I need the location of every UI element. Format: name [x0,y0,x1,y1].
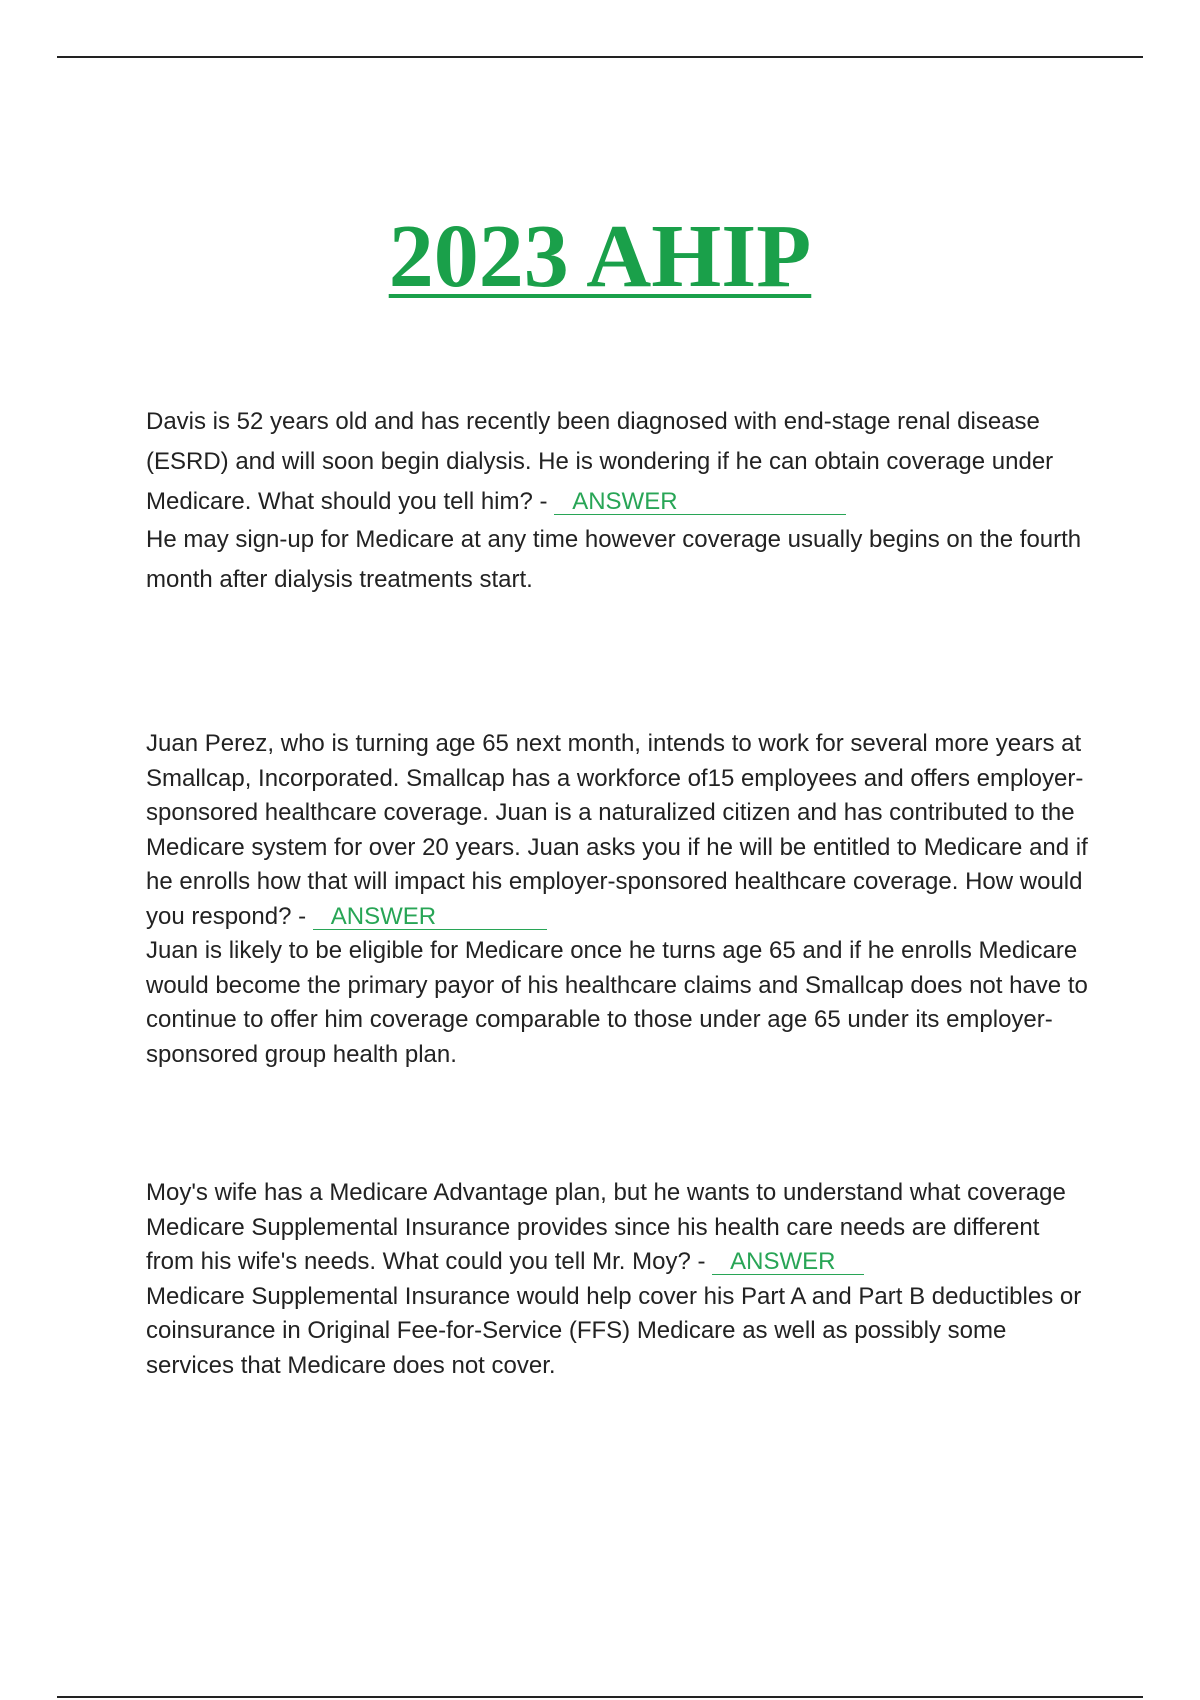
question-1 [146,402,1088,600]
question-1-text: Davis is 52 years old and has recently been diagnosed with end-stage renal disease (ESRD) and will soon begin dialysis. He is wondering if he can obtain coverage under Medicare. What should you tell him? - [146,408,1054,515]
answer-2-text: Juan is likely to be eligible for Medicare once he turns age 65 and if he enrolls Medicare would become the primary payor of his healthcare claims and Smallcap does not have to continue to offer him coverage comparable to those under age 65 under its employer-sponsored group health plan. [146,937,1088,1068]
question-block-1 [146,402,1088,600]
question-3 [146,1176,1088,1383]
question-block-3 [146,1176,1088,1383]
answer-1-text: He may sign-up for Medicare at any time however coverage usually begins on the fourth month after dialysis treatments start. [146,526,1082,593]
answer-3-text: Medicare Supplemental Insurance would help cover his Part A and Part B deductibles or coinsurance in Original Fee-for-Service (FFS) Medicare as well as possibly some services that Medicare does not cover. [146,1282,1082,1379]
question-block-2 [146,727,1088,1072]
header-rule [57,56,1143,58]
answer-label-2: ANSWER [313,904,547,930]
answer-label-1: ANSWER [554,489,846,515]
document-title [0,207,1200,306]
answer-label-3: ANSWER [712,1249,864,1275]
footer-rule [57,1696,1143,1698]
question-2 [146,727,1088,1072]
question-2-text: Juan Perez, who is turning age 65 next month, intends to work for several more years at Smallcap, Incorporated. Smallcap has a workforce of15 employees and offers employer-sponsored healthcare coverage. Juan is a naturalized citizen and has contributed to the Medicare system for over 20 years. Juan asks you if he will be entitled to Medicare and if he enrolls how that will impact his employer-sponsored healthcare coverage. How would you respond? - [146,730,1088,930]
question-3-text: Moy's wife has a Medicare Advantage plan, but he wants to understand what coverage Medicare Supplemental Insurance provides since his health care needs are different from his wife's needs. What could you tell Mr. Moy? - [146,1179,1066,1275]
document-title-text: 2023 AHIP [388,207,812,306]
